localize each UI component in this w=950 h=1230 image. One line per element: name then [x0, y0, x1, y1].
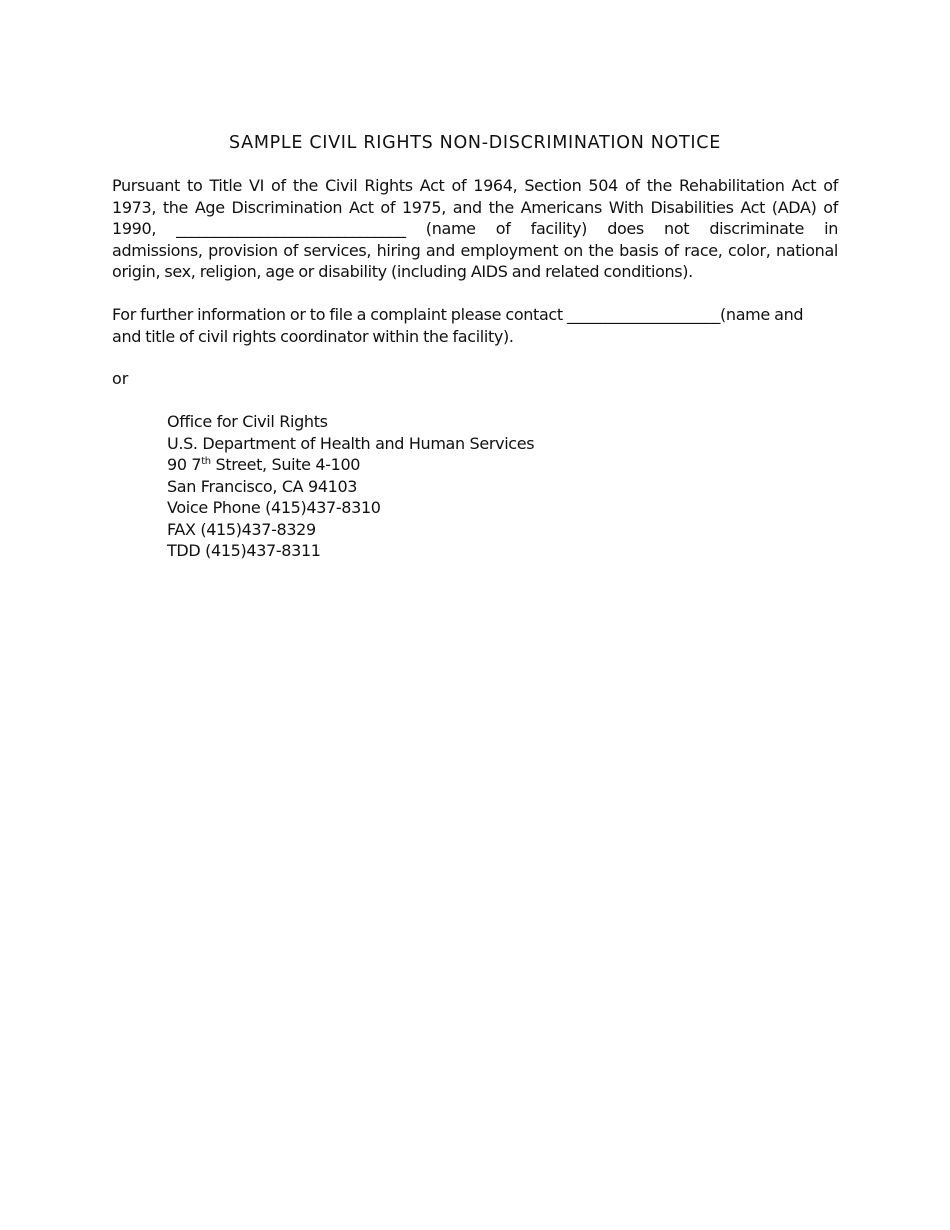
contact-paragraph: [112, 304, 838, 347]
contact-line-1: For further information or to file a complaint please contact ____________________(name and: [112, 305, 804, 324]
department-name: U.S. Department of Health and Human Services: [167, 433, 535, 453]
notice-line-2: 1973, the Age Discrimination Act of 1975, and the Americans With Disabilities Act (ADA) of: [112, 197, 838, 217]
street-address: [167, 454, 534, 476]
street-rest: Street, Suite 4-100: [210, 455, 361, 474]
contact-line-2: and title of civil rights coordinator within the facility).: [112, 326, 514, 346]
street-ordinal: th: [201, 456, 211, 467]
notice-line-1: Pursuant to Title VI of the Civil Rights Act of 1964, Section 504 of the Rehabilitation Act of: [112, 176, 838, 195]
fax-number: FAX (415)437-8329: [167, 519, 316, 539]
city-state-zip: San Francisco, CA 94103: [167, 476, 358, 496]
voice-phone: Voice Phone (415)437-8310: [167, 498, 381, 517]
ocr-address-block: [167, 411, 534, 562]
office-name: Office for Civil Rights: [167, 412, 328, 431]
notice-paragraph: [112, 175, 838, 283]
notice-line-3: 1990, ______________________________ (name of facility) does not discriminate in: [112, 219, 838, 238]
or-text: or: [112, 369, 129, 388]
notice-line-4: admissions, provision of services, hiring and employment on the basis of race, color, national: [112, 240, 838, 260]
document-title: SAMPLE CIVIL RIGHTS NON-DISCRIMINATION NOTICE: [229, 133, 721, 153]
street-number: 90 7: [167, 455, 202, 474]
notice-line-5: origin, sex, religion, age or disability (including AIDS and related conditions).: [112, 262, 693, 281]
tdd-number: TDD (415)437-8311: [167, 541, 321, 560]
